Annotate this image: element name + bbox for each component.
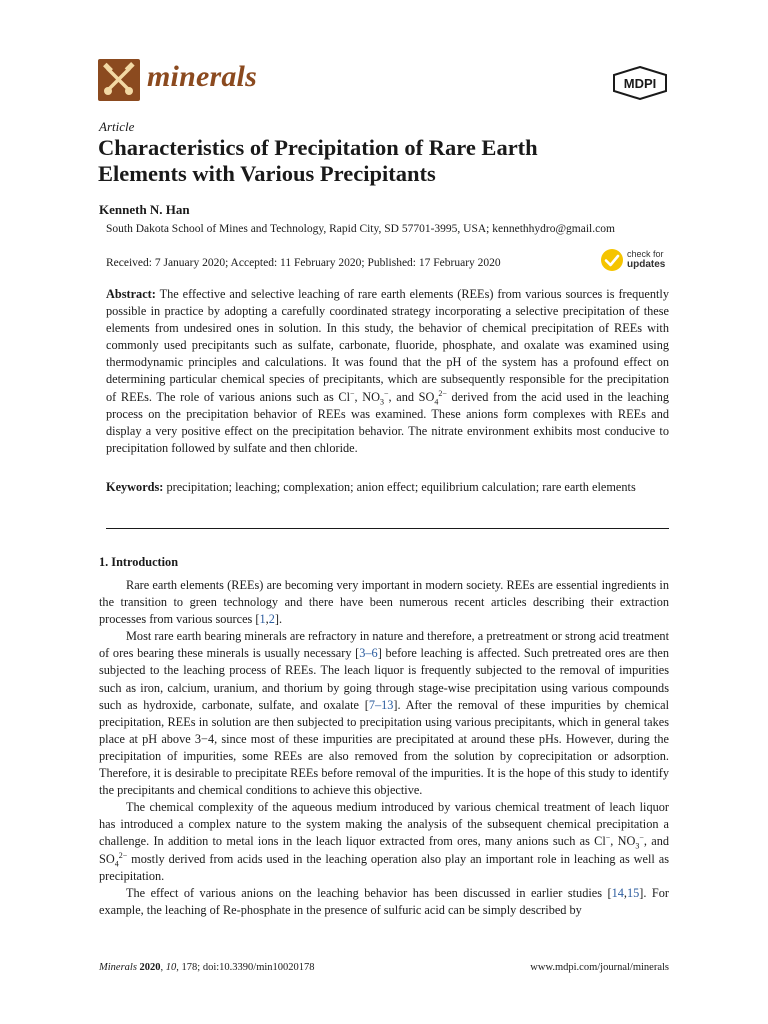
paragraph [99,628,669,799]
paragraph-text: , and SO [99,834,669,866]
abstract-text-2: , NO [354,389,381,404]
citation-link[interactable]: 1 [259,612,266,627]
publisher-name: MDPI [623,76,657,91]
abstract-text-4: derived from the acid used in the leaching process on the precipitation behavior of REEs was examined. These anions form complexes with REEs and display a very positive effect on the precipitation behavior. The nitrate environment exhibits most conducive to precipitation followed by sulfate and then chloride. [106,389,670,455]
updates-badge-line2: updates [627,259,666,270]
keywords-text: precipitation; leaching; complexation; anion effect; equilibrium calculation; rare earth elements [163,480,636,494]
section-divider [106,528,669,529]
paragraph-text: ]. For example, the leaching of Re-phosphate in the presence of sulfuric acid can be simply described by [99,885,669,917]
paragraph-text: Most rare earth bearing minerals are refractory in nature and therefore, a pretreatment or strong acid treatment of ores bearing these minerals is usually necessary [ [99,629,669,661]
abstract [106,286,669,457]
title-line-2: Elements with Various Precipitants [98,161,436,186]
superscript: − [350,388,355,398]
abstract-text-1: The effective and selective leaching of rare earth elements (REEs) from various sources is frequently possible in practice by adopting a carefully coordinated strategy incorporating a selective precipitation of these elements from undesired ones in solution. In this study, the behavior of chemical precipitation of REEs with commonly used precipitants such as sulfate, carbonate, fluoride, phosphate, and oxalate was examined using thermodynamic principles and calculations. It was found that the pH of the system has a profound effect on determining particular chemical species of precipitants, which are subsequently responsible for the precipitation of REEs. The role of various anions such as Cl [106,287,669,404]
paragraph-text: ]. [274,612,283,627]
title-line-1: Characteristics of Precipitation of Rare Earth [98,135,538,160]
footer-year: 2020 [139,962,161,973]
paragraph [99,799,669,884]
paragraph-text: The effect of various anions on the leaching behavior has been discussed in earlier studies [ [126,885,612,900]
subscript: 4 [114,858,119,868]
citation-link[interactable]: 14 [611,885,624,900]
footer-journal: Minerals [99,962,137,973]
section-heading-introduction: 1. Introduction [99,555,179,569]
citation-link[interactable]: 15 [626,885,640,900]
footer-volume: 10 [165,962,177,973]
journal-name: minerals [147,60,257,93]
superscript: − [605,833,611,843]
journal-logo-icon [98,59,140,101]
paragraph-text: , NO [610,834,636,849]
paragraph-text: , [623,885,627,900]
citation-link[interactable]: 3–6 [359,646,378,661]
citation-link[interactable]: 2 [268,612,275,627]
check-updates-icon [600,248,624,272]
paragraph-text: The chemical complexity of the aqueous medium introduced by various chemical treatment of leach liquor has introduced a complex nature to the system making the analysis of the subsequent chemical precipitation a challenge. In addition to metal ions in the leach liquor extracted from ores, many anions such as Cl [99,800,669,849]
paragraph-text: , [265,612,269,627]
check-for-updates-badge[interactable] [600,245,680,275]
footer-doi: , 178; doi:10.3390/min10020178 [176,962,315,973]
author-name: Kenneth N. Han [99,202,190,217]
paragraph-text: ]. After the removal of these impurities by chemical precipitation, REEs in solution are then subjected to precipitation using various precipitants, which in general takes place at pH above 3−4, since most of these impurities are precipitated at around these pHs. However, during the precipitation of impurities, some REEs are also removed from the solution by coprecipitation or adsorption. Therefore, it is desirable to precipitate REEs before removal of the impurities. It is the hope of this study to identify the precipitants and chemical conditions to achieve this objective. [99,697,669,798]
superscript: 2− [438,388,447,398]
superscript: − [639,833,644,843]
publisher-logo-icon [611,66,669,100]
paragraph-text: mostly derived from acids used in the leaching operation also play an important role in leaching as well as precipitation. [99,851,669,883]
keywords-label: Keywords: [106,480,164,494]
paragraph-text: ] before leaching is affected. Such pretreated ores are then subjected to the leaching process of REEs. The leach liquor is frequently subjected to the removal of impurities such as iron, calcium, uranium, and thorium by going through stage-wise precipitation using various compounds such as hydroxide, carbonate, sulfate, and oxalate [ [99,646,670,712]
paragraph-text: Rare earth elements (REEs) are becoming very important in modern society. REEs are essential ingredients in the transition to green technology and there have been numerous recent articles describing their extraction processes from various sources [ [99,578,669,627]
introduction-body [99,577,669,919]
subscript: 3 [380,397,385,407]
publication-dates: Received: 7 January 2020; Accepted: 11 February 2020; Published: 17 February 2020 [106,257,501,269]
article-type: Article [99,119,135,134]
keywords [106,479,669,496]
subscript: 3 [635,841,640,851]
paragraph [99,885,669,919]
author-affiliation: South Dakota School of Mines and Technology, Rapid City, SD 57701-3995, USA; kennethhydro@gmail.com [106,223,615,235]
article-title [98,135,678,187]
paragraph [99,577,669,628]
superscript: 2− [118,850,128,860]
footer-url[interactable]: www.mdpi.com/journal/minerals [530,962,669,973]
updates-badge-line1: check for [627,249,664,259]
footer-citation: Minerals 2020, 10, 178; doi:10.3390/min10020178 [99,962,315,973]
abstract-label: Abstract: [106,287,156,301]
subscript: 4 [434,397,439,407]
superscript: − [384,388,389,398]
citation-link[interactable]: 7–13 [368,697,394,712]
abstract-text-3: , and SO [388,389,435,404]
